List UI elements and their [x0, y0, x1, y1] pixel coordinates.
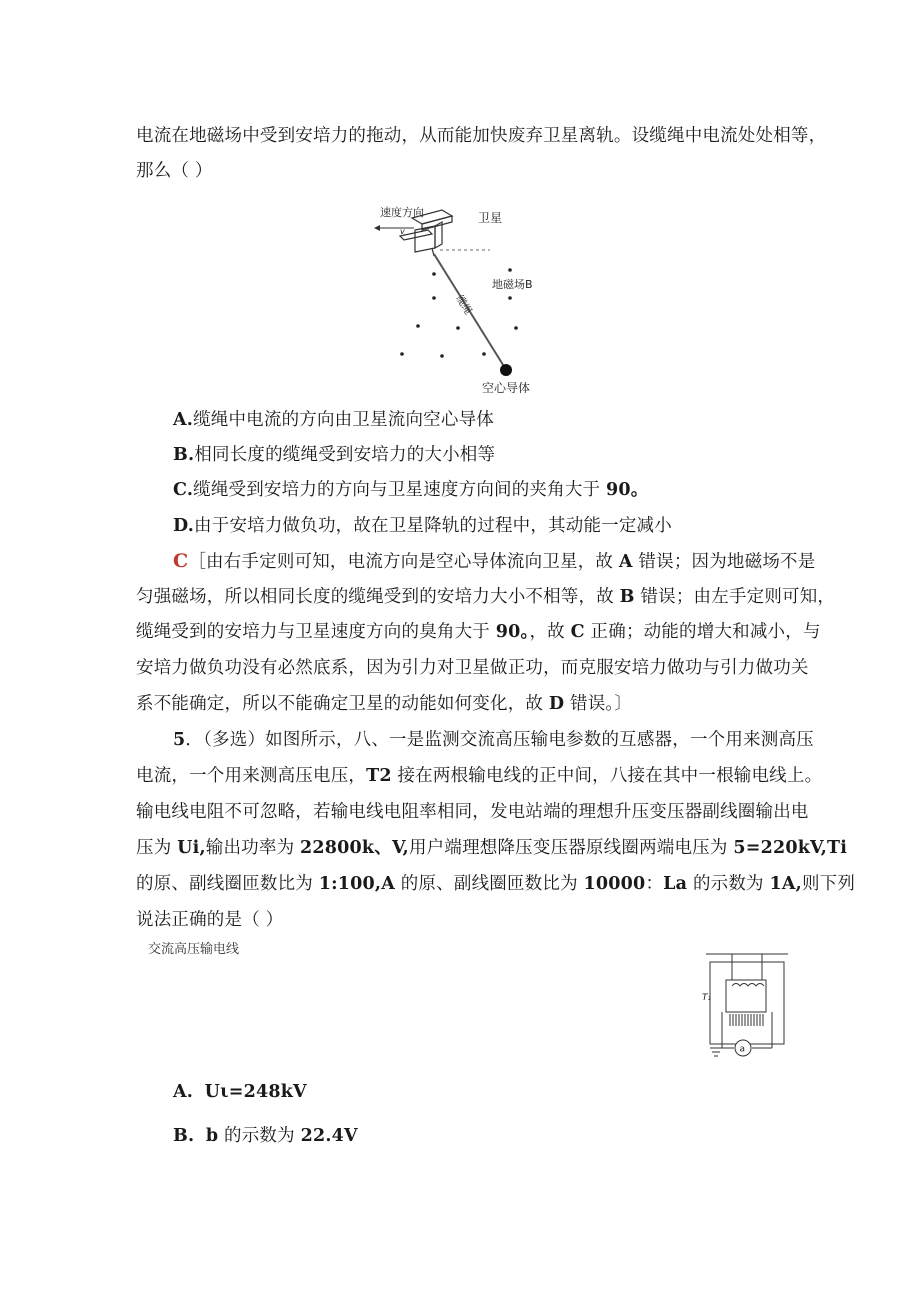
q5-line-5	[136, 872, 855, 896]
question-ref: 1:100,A	[318, 874, 396, 894]
question-text: 电流，一个用来测高压电压，	[136, 766, 367, 786]
question-text: 输出功率为	[205, 838, 301, 858]
q5-option-a	[173, 1080, 307, 1104]
arrow-head-icon	[374, 225, 380, 231]
q5-line-3: 输电线电阻不可忽略，若输电线电阻率相同，发电站端的理想升压变压器副线圈输出电	[136, 802, 809, 822]
answer-ref: C	[570, 622, 585, 642]
answer-ref: B	[619, 587, 635, 607]
option-text: Uι=248kV	[204, 1082, 307, 1102]
option-letter: C.	[173, 480, 194, 500]
option-letter: A.	[173, 1082, 194, 1102]
option-text: b	[205, 1126, 219, 1146]
question-ref: La	[663, 874, 688, 894]
q4-option-b	[173, 443, 495, 467]
q4-option-c	[173, 478, 648, 502]
q5-line-2	[136, 764, 822, 788]
outer-frame	[710, 962, 784, 1044]
question-ref: Ui,	[177, 838, 206, 858]
t1-label: T₁	[702, 993, 712, 1003]
option-tail: 的示数为	[218, 1126, 301, 1146]
answer-letter: C	[173, 550, 189, 572]
answer-line-1	[173, 549, 815, 574]
question-ref: 10000	[583, 874, 646, 894]
question-number: 5	[173, 730, 186, 750]
answer-line-2	[136, 585, 835, 609]
answer-line-4: 安培力做负功没有必然底系，因为引力对卫星做正功，而克服安培力做功与引力做功关	[136, 658, 809, 678]
answer-text: 缆绳受到的安培力与卫星速度方向的臭角大于	[136, 622, 496, 642]
answer-line-5	[136, 692, 632, 716]
intro-line-2: 那么（ ）	[136, 161, 213, 181]
answer-text: 匀强磁场，所以相同长度的缆绳受到的安培力大小不相等，故	[136, 587, 620, 607]
option-letter: B.	[173, 1126, 195, 1146]
question-text: ：	[645, 874, 664, 894]
answer-line-3	[136, 620, 821, 644]
q4-option-d	[173, 514, 672, 538]
secondary-coil	[730, 1014, 763, 1026]
option-text: 由于安培力做负功，故在卫星降轨的过程中，其动能一定减小	[194, 516, 672, 536]
question-ref: 22800k、V,	[300, 838, 409, 858]
question-text: 的原、副线圈匝数比为	[395, 874, 584, 894]
transformer-core	[726, 980, 766, 1012]
meter-label: a	[739, 1044, 746, 1055]
answer-text: 错误。〕	[564, 694, 633, 714]
hollow-conductor	[500, 364, 512, 376]
option-value: 22.4V	[300, 1126, 358, 1146]
question-text: ．（多选）如图所示，八、一是监测交流高压输电参数的互感器，一个用来测高压	[185, 730, 814, 750]
option-tail: 90。	[606, 480, 649, 500]
field-label: 地磁场B	[492, 278, 533, 291]
question-text: 接在两根输电线的正中间，八接在其中一根输电线上。	[391, 766, 823, 786]
primary-coil	[732, 984, 764, 987]
answer-ref: D	[548, 694, 565, 714]
question-ref: 5=220kV,Ti	[733, 838, 848, 858]
option-text: 相同长度的缆绳受到安培力的大小相等	[194, 445, 496, 465]
option-letter: D.	[173, 516, 195, 536]
question-ref: 1A,	[769, 874, 802, 894]
velocity-label: 速度方向	[380, 206, 424, 219]
figure-caption: 交流高压输电线	[148, 942, 240, 957]
question-text: 用户端理想降压变压器原线圈两端电压为	[408, 838, 734, 858]
answer-text: ［由右手定则可知，电流方向是空心导体流向卫星，故	[188, 552, 619, 572]
answer-text: 系不能确定，所以不能确定卫星的动能如何变化，故	[136, 694, 549, 714]
answer-text: 正确；动能的增大和减小，与	[584, 622, 821, 642]
satellite-label: 卫星	[478, 211, 503, 225]
option-text: 缆绳中电流的方向由卫星流向空心导体	[193, 410, 494, 430]
intro-line-1: 电流在地磁场中受到安培力的拖动，从而能加快废弃卫星离轨。设缆绳中电流处处相等，	[136, 126, 827, 146]
question-text: 的原、副线圈匝数比为	[136, 874, 319, 894]
question-text: 压为	[136, 838, 178, 858]
transformer-figure	[702, 952, 792, 1062]
satellite-tether-figure	[370, 200, 570, 400]
velocity-symbol: v	[400, 227, 405, 236]
answer-ref: 90。	[495, 622, 530, 642]
q5-option-b	[173, 1124, 358, 1148]
question-text: 的示数为	[687, 874, 770, 894]
q5-line-1	[173, 728, 814, 752]
cable-label: 缆绳	[453, 293, 474, 317]
option-letter: A.	[173, 410, 194, 430]
q5-line-6: 说法正确的是（ ）	[136, 910, 284, 930]
answer-text: 错误；由左手定则可知，	[634, 587, 836, 607]
option-letter: B.	[173, 445, 195, 465]
question-ref: T2	[366, 766, 392, 786]
option-text: 缆绳受到安培力的方向与卫星速度方向间的夹角大于	[193, 480, 606, 500]
q5-line-4	[136, 836, 847, 860]
question-text: 则下列	[801, 874, 856, 894]
conductor-label: 空心导体	[482, 381, 531, 395]
answer-text: ，故	[529, 622, 571, 642]
answer-ref: A	[618, 552, 633, 572]
answer-text: 错误；因为地磁场不是	[632, 552, 816, 572]
q4-option-a	[173, 408, 494, 432]
